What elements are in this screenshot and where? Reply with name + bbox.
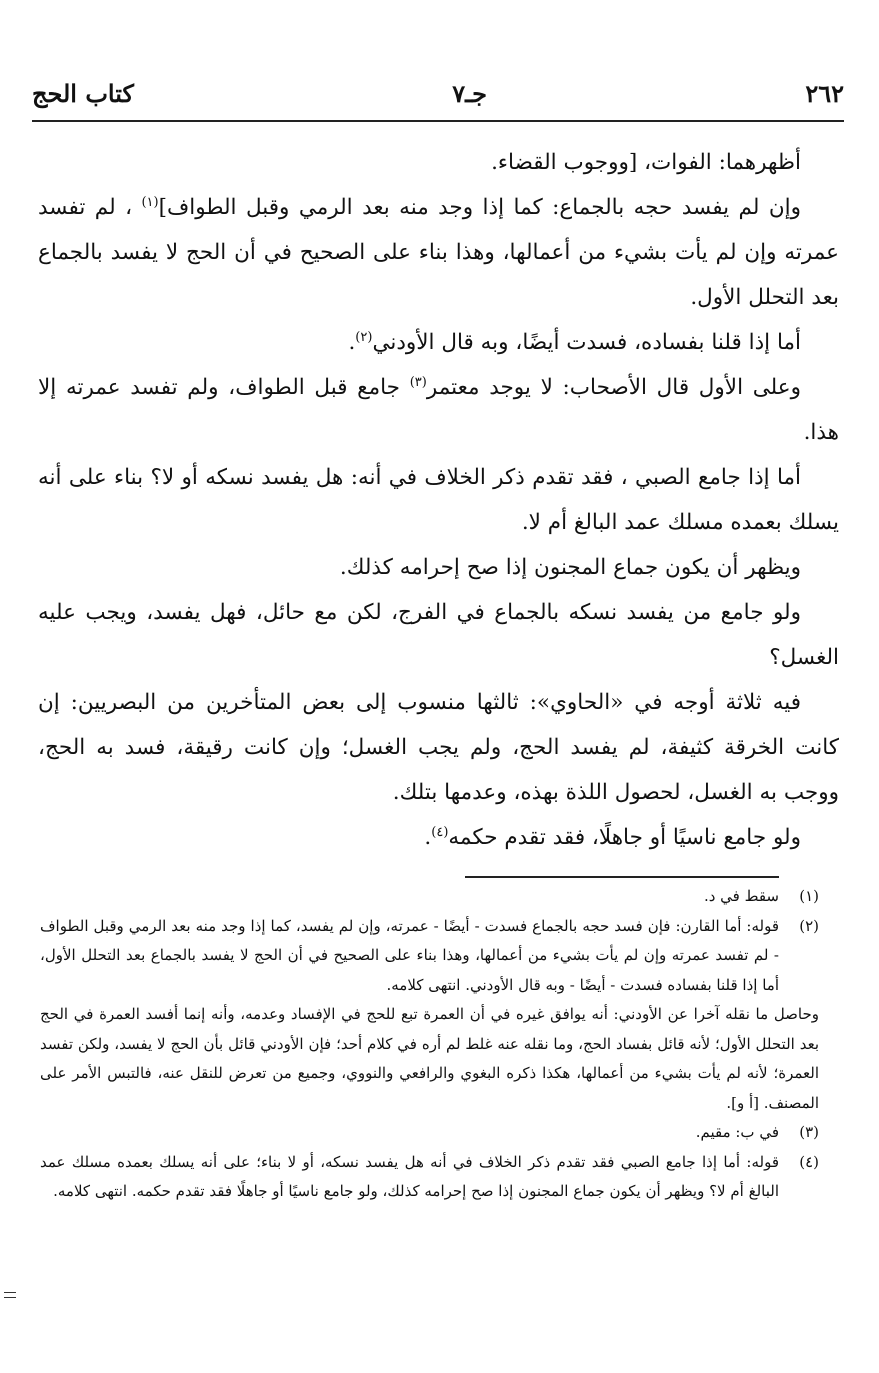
footnote-3: (٣) في ب: مقيم. (695, 1123, 819, 1141)
margin-mark (4, 1297, 16, 1298)
book-title: كتاب الحج (32, 78, 134, 108)
paragraph: وعلى الأول قال الأصحاب: لا يوجد معتمر$^{(٣)}$ جامع قبل الطواف، ولم تفسد عمرته إلا هذا. (38, 374, 839, 445)
paragraph: أظهرهما: الفوات، [ووجوب القضاء. (491, 150, 801, 175)
footnote-ref: (١) (141, 194, 159, 210)
paragraph: وإن لم يفسد حجه بالجماع: كما إذا وجد منه بعد الرمي وقبل الطواف]$^{(١)}$ ، لم تفسد عمرته وإن لم يأت بشيء من أعمالها، وهذا بناء على الصحيح في أن الحج لا يفسد بالجماع بعد التحلل الأول. (38, 194, 839, 310)
header-rule (32, 120, 844, 122)
footnote-ref: (٤) (431, 824, 449, 840)
paragraph: ويظهر أن يكون جماع المجنون إذا صح إحرامه كذلك. (339, 555, 801, 580)
main-text (38, 140, 839, 860)
footnote-1: (١) سقط في د. (703, 887, 819, 905)
footnote-2: (٢) قوله: أما القارن: فإن فسد حجه بالجماع فسدت - أيضًا - عمرته، وإن لم يفسد، كما إذا وجد منه بعد الرمي وقبل الطواف - لم تفسد عمرته وإن لم يأت بشيء من أعمالها، وهذا بناء على الصحيح في أن الحج لا يفسد بالجماع بعد التحلل الأول، أما إذا قلنا بفساده فسدت - أيضًا - وبه قال الأودني. انتهى كلامه. (40, 916, 819, 994)
paragraph: ولو جامع من يفسد نسكه بالجماع في الفرج، لكن مع حائل، فهل يفسد، ويجب عليه الغسل؟ (38, 600, 839, 670)
margin-mark (4, 1292, 16, 1293)
paragraph: أما إذا جامع الصبي ، فقد تقدم ذكر الخلاف في أنه: هل يفسد نسكه أو لا؟ بناء على أنه يسلك بعمده مسلك عمد البالغ أم لا. (38, 465, 839, 535)
paragraph: فيه ثلاثة أوجه في «الحاوي»: ثالثها منسوب إلى بعض المتأخرين من البصريين: إن كانت الخرقة كثيفة، لم يفسد الحج، ولم يجب الغسل؛ وإن كانت رقيقة، فسد به الحج، ووجب به الغسل، لحصول اللذة بهذه، وعدمها بتلك. (38, 690, 839, 805)
page-header (32, 70, 844, 116)
paragraph: ولو جامع ناسيًا أو جاهلًا، فقد تقدم حكمه$^{(٤)}$. (424, 824, 801, 850)
footnotes (40, 882, 819, 1207)
footnote-separator (465, 876, 779, 878)
footnote-4: (٤) قوله: أما إذا جامع الصبي فقد تقدم ذكر الخلاف في أنه هل يفسد نسكه، أو لا بناء؛ على أنه يسلك بعمده مسلك عمد البالغ أم لا؟ ويظهر أن يكون جماع المجنون إذا صح إحرامه كذلك، ولو جامع ناسيًا أو جاهلًا فقد تقدم حكمه. انتهى كلامه. (40, 1152, 819, 1200)
footnote-ref: (٢) (355, 329, 373, 345)
paragraph: أما إذا قلنا بفساده، فسدت أيضًا، وبه قال الأودني$^{(٢)}$. (348, 329, 801, 355)
footnote-ref: (٣) (409, 374, 427, 390)
volume-label: جـ٧ (452, 78, 487, 108)
page-number: ٢٦٢ (805, 78, 844, 108)
footnote-2-continuation: وحاصل ما نقله آخرا عن الأودني: أنه يوافق غيره في أن العمرة تبع للحج في الإفساد وعدمه، وأنه إنما أفسد العمرة في الحج بعد التحلل الأول؛ لأنه قائل بفساد الحج، وما نقله عنه غلط لم أره في كلام أحد؛ فإن الأودني قائل بأن الحج لا يفسد، ولكن تفسد العمرة؛ لأنه لم يأت بشيء من أعمالها، هكذا ذكره البغوي والرافعي والنووي، وجميع من تعرض للنقل عنه، فالتبس الأمر على المصنف. [أ و]. (40, 1005, 819, 1112)
